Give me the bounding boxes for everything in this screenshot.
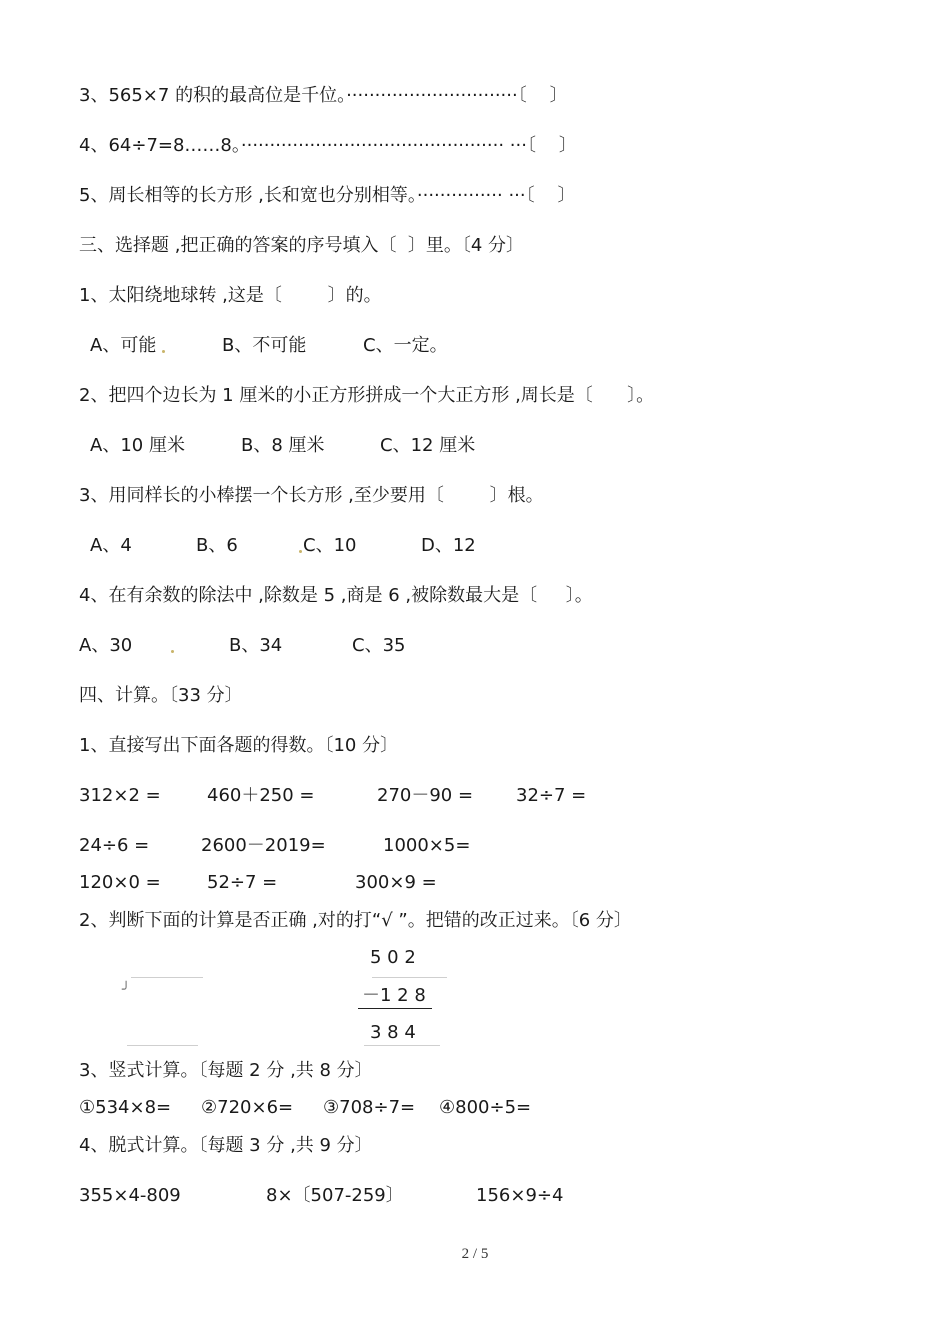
judge-item-3: 3、565×7 的积的最高位是千位。······························〔 〕 <box>79 85 568 106</box>
choice-q2-option-c: C、12 厘米 <box>380 435 476 456</box>
page-number: 2 / 5 <box>461 1246 489 1262</box>
direct-calc-item: 120×0 = <box>79 872 161 893</box>
choice-heading: 三、选择题 ,把正确的答案的序号填入〔 〕里。〔4 分〕 <box>79 235 525 256</box>
choice-q3-text: 3、用同样长的小棒摆一个长方形 ,至少要用〔 〕根。 <box>79 485 544 506</box>
ink-speck <box>299 550 302 553</box>
vertical-calc-item: ①534×8= <box>79 1097 172 1118</box>
choice-q4-text: 4、在有余数的除法中 ,除数是 5 ,商是 6 ,被除数最大是〔 〕。 <box>79 585 593 606</box>
direct-calc-item: 300×9 = <box>355 872 437 893</box>
choice-q4-option-c: C、35 <box>352 635 406 656</box>
choice-q1-option-b: B、不可能 <box>222 335 307 356</box>
choice-q4-option-b: B、34 <box>229 635 283 656</box>
subtraction-subtrahend: －1 2 8 <box>362 985 426 1006</box>
vertical-calc-item: ②720×6= <box>201 1097 294 1118</box>
answer-line <box>131 977 203 978</box>
guide-line <box>364 1045 440 1046</box>
check-calc-heading: 2、判断下面的计算是否正确 ,对的打“√ ”。把错的改正过来。〔6 分〕 <box>79 910 632 931</box>
direct-calc-item: 270－90 = <box>377 785 474 806</box>
vertical-calc-item: ④800÷5= <box>439 1097 532 1118</box>
direct-calc-item: 32÷7 = <box>516 785 587 806</box>
direct-calc-item: 1000×5= <box>383 835 471 856</box>
direct-calc-item: 2600－2019= <box>201 835 326 856</box>
judge-item-5: 5、周长相等的长方形 ,长和宽也分别相等。··············· ···〔 〕 <box>79 185 576 206</box>
guide-line <box>372 977 447 978</box>
direct-calc-item: 312×2 = <box>79 785 161 806</box>
choice-q3-option-d: D、12 <box>421 535 476 556</box>
subtraction-bar <box>358 1008 432 1009</box>
stepwise-calc-item: 156×9÷4 <box>476 1185 564 1206</box>
ink-speck <box>162 350 165 353</box>
direct-calc-heading: 1、直接写出下面各题的得数。〔10 分〕 <box>79 735 399 756</box>
choice-q3-option-a: A、4 <box>90 535 132 556</box>
direct-calc-item: 24÷6 = <box>79 835 150 856</box>
calc-heading: 四、计算。〔33 分〕 <box>79 685 243 706</box>
choice-q1-text: 1、太阳绕地球转 ,这是〔 〕的。 <box>79 285 382 306</box>
choice-q2-option-a: A、10 厘米 <box>90 435 185 456</box>
subtraction-result: 3 8 4 <box>370 1022 416 1043</box>
answer-line <box>127 1045 198 1046</box>
stepwise-calc-item: 355×4-809 <box>79 1185 181 1206</box>
stepwise-calc-heading: 4、脱式计算。〔每题 3 分 ,共 9 分〕 <box>79 1135 373 1156</box>
choice-q3-option-c: C、10 <box>303 535 357 556</box>
judge-item-4: 4、64÷7=8……8。·············································· ···〔 〕 <box>79 135 577 156</box>
subtraction-minuend: 5 0 2 <box>370 947 416 968</box>
choice-q2-text: 2、把四个边长为 1 厘米的小正方形拼成一个大正方形 ,周长是〔 〕。 <box>79 385 655 406</box>
choice-q2-option-b: B、8 厘米 <box>241 435 325 456</box>
choice-q1-option-a: A、可能 <box>90 335 157 356</box>
choice-q3-option-b: B、6 <box>196 535 238 556</box>
vertical-calc-item: ③708÷7= <box>323 1097 416 1118</box>
choice-q1-option-c: C、一定。 <box>363 335 448 356</box>
direct-calc-item: 460＋250 = <box>207 785 315 806</box>
choice-q4-option-a: A、30 <box>79 635 133 656</box>
ink-speck <box>171 650 174 653</box>
stepwise-calc-item: 8×〔507-259〕 <box>266 1185 404 1206</box>
vertical-calc-heading: 3、竖式计算。〔每题 2 分 ,共 8 分〕 <box>79 1060 373 1081</box>
check-mark: ╯ <box>122 982 131 998</box>
direct-calc-item: 52÷7 = <box>207 872 278 893</box>
